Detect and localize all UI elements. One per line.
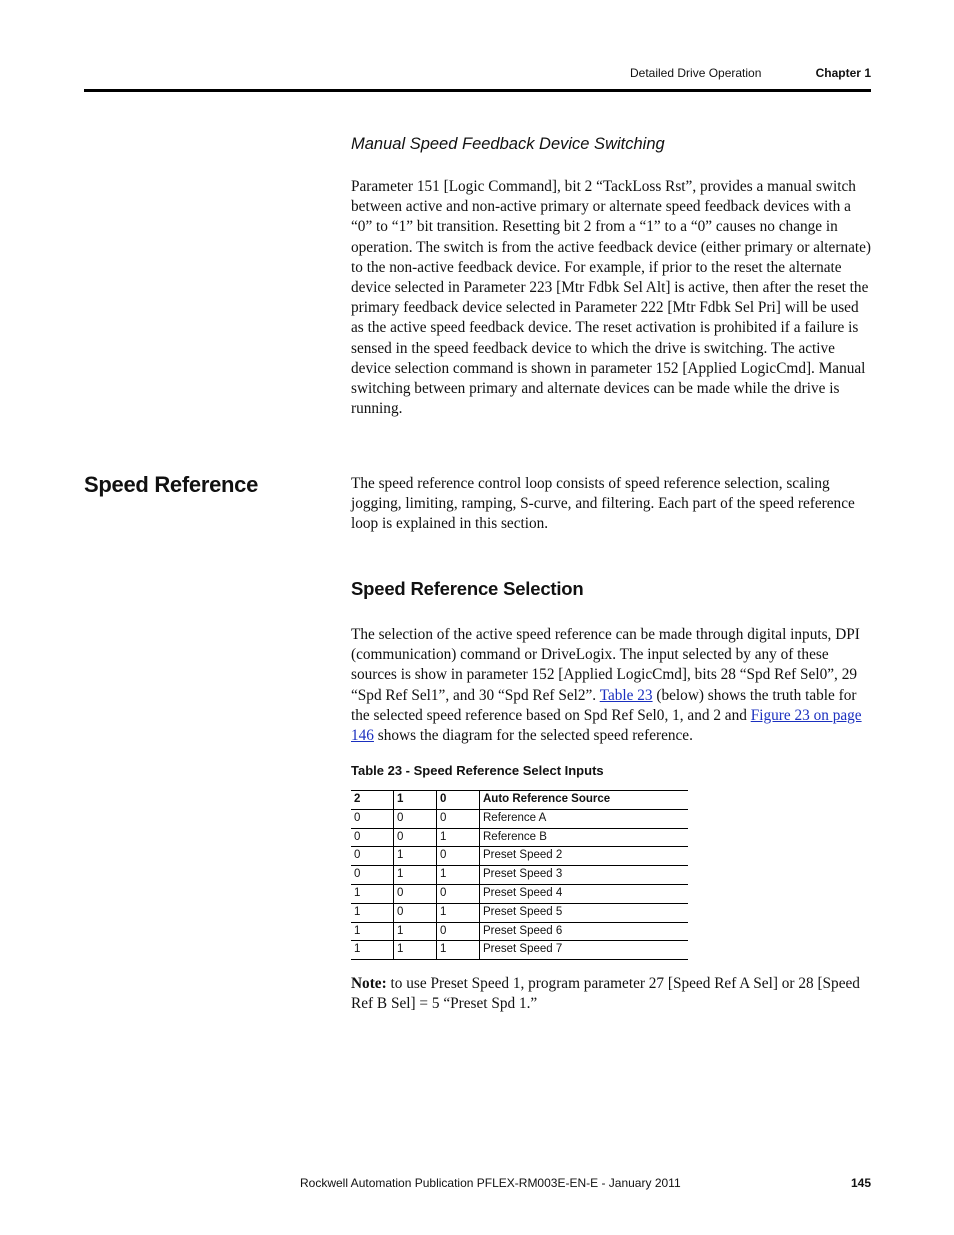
cell-source: Preset Speed 2 xyxy=(480,847,689,866)
cell-bit-1: 0 xyxy=(394,828,437,847)
header-bit-0: 0 xyxy=(437,791,480,810)
note-text: to use Preset Speed 1, program parameter 27 [Speed Ref A Sel] or 28 [Speed Ref B Sel] = 5 “Preset Spd 1.” xyxy=(351,975,860,1013)
cell-source: Preset Speed 7 xyxy=(480,941,689,960)
manual-switching-paragraph: Parameter 151 [Logic Command], bit 2 “TackLoss Rst”, provides a manual switch between active and non-active primary or alternate speed feedback devices with a “0” to “1” bit transition. Resetting bit 2 from a “1” to a “0” causes no change in operation. The switch is from the active feedback device (either primary or alternate) to the non-active feedback device. For example, if prior to the reset the alternate device selected in Parameter 223 [Mtr Fdbk Sel Alt] is active, then after the reset the primary feedback device selected in Parameter 222 [Mtr Fdbk Sel Pri] will be used as the active speed feedback device. The reset activation is prohibited if a failure is sensed in the speed feedback device to which the drive is switching. The active device selection command is shown in parameter 152 [Applied LogicCmd]. Manual switching between primary and alternate devices can be made while the drive is running. xyxy=(351,178,872,418)
cell-source: Preset Speed 6 xyxy=(480,922,689,941)
cell-bit-2: 1 xyxy=(351,922,394,941)
table-header-row xyxy=(351,791,688,810)
cell-bit-1: 1 xyxy=(394,941,437,960)
table-23-link[interactable]: Table 23 xyxy=(599,686,653,704)
header-auto-reference-source: Auto Reference Source xyxy=(480,791,689,810)
cell-bit-1: 0 xyxy=(394,884,437,903)
cell-bit-0: 1 xyxy=(437,903,480,922)
note-label: Note: xyxy=(351,975,387,992)
cell-bit-0: 0 xyxy=(437,809,480,828)
cell-bit-2: 1 xyxy=(351,903,394,922)
header-bit-1: 1 xyxy=(394,791,437,810)
cell-source: Preset Speed 3 xyxy=(480,866,689,885)
cell-source: Reference A xyxy=(480,809,689,828)
cell-bit-0: 0 xyxy=(437,847,480,866)
table-row xyxy=(351,847,688,866)
table-row xyxy=(351,828,688,847)
table-row xyxy=(351,903,688,922)
table-row xyxy=(351,884,688,903)
speed-reference-heading: Speed Reference xyxy=(84,472,259,497)
cell-bit-0: 0 xyxy=(437,884,480,903)
cell-bit-0: 1 xyxy=(437,941,480,960)
cell-source: Preset Speed 5 xyxy=(480,903,689,922)
cell-bit-0: 1 xyxy=(437,866,480,885)
header-divider xyxy=(84,89,871,92)
table-row xyxy=(351,941,688,960)
speed-reference-selection-heading: Speed Reference Selection xyxy=(351,578,584,599)
selection-text-part1: The selection of the active speed reference can be made through digital inputs, DPI (communication) command or DriveLogix. The input selected by any of these sources is show in parameter 152 [Applied LogicCmd], bits 28 “Spd Ref Sel0”, 29 “Spd Ref Sel1”, and 30 “Spd Ref Sel2”. xyxy=(351,626,860,704)
footer-publication: Rockwell Automation Publication PFLEX-RM003E-EN-E - January 2011 xyxy=(300,1176,681,1190)
cell-bit-1: 0 xyxy=(394,903,437,922)
manual-switching-heading: Manual Speed Feedback Device Switching xyxy=(351,135,665,153)
cell-bit-2: 0 xyxy=(351,847,394,866)
speed-reference-selection-paragraph xyxy=(351,625,871,746)
figure-23-link[interactable]: Figure 23 on page 146 xyxy=(351,706,862,745)
cell-bit-1: 0 xyxy=(394,809,437,828)
selection-text-part3: shows the diagram for the selected speed reference. xyxy=(373,727,693,745)
footer-page-number: 145 xyxy=(850,1176,871,1190)
speed-reference-select-table xyxy=(351,790,688,960)
running-header-section: Detailed Drive Operation xyxy=(630,66,762,80)
table-caption: Table 23 - Speed Reference Select Inputs xyxy=(351,763,604,778)
cell-bit-2: 0 xyxy=(351,828,394,847)
cell-bit-0: 1 xyxy=(437,828,480,847)
cell-bit-1: 1 xyxy=(394,847,437,866)
speed-reference-paragraph: The speed reference control loop consists of speed reference selection, scaling jogging, limiting, ramping, S-curve, and filtering. Each part of the speed reference loop is explained in this section. xyxy=(351,475,855,533)
cell-bit-2: 1 xyxy=(351,884,394,903)
cell-source: Preset Speed 4 xyxy=(480,884,689,903)
cell-bit-0: 0 xyxy=(437,922,480,941)
table-row xyxy=(351,866,688,885)
cell-bit-2: 1 xyxy=(351,941,394,960)
header-bit-2: 2 xyxy=(351,791,394,810)
cell-bit-1: 1 xyxy=(394,866,437,885)
table-row xyxy=(351,922,688,941)
cell-bit-2: 0 xyxy=(351,809,394,828)
cell-source: Reference B xyxy=(480,828,689,847)
running-header-chapter: Chapter 1 xyxy=(815,66,871,80)
cell-bit-2: 0 xyxy=(351,866,394,885)
table-row xyxy=(351,809,688,828)
note-paragraph xyxy=(351,974,871,1014)
cell-bit-1: 1 xyxy=(394,922,437,941)
selection-text-part2: (below) shows the truth table for the selected speed reference based on Spd Ref Sel0, 1, and 2 and xyxy=(351,686,857,724)
